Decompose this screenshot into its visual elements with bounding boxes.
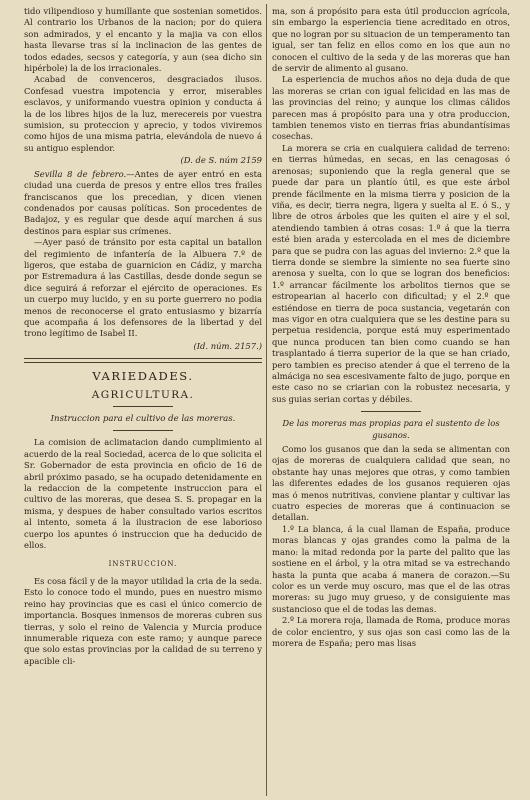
instruction-heading: INSTRUCCION.: [108, 560, 178, 569]
short-rule: [113, 430, 173, 431]
paragraph: tido vilipendioso y humillante que sostenian sometidos. Al contrario los Urbanos de la nacion; por do quiera son admirados, y el encanto y la majia va con ellos hasta llevarse tras sí la inclinacion de las gentes de todos edades, secsos y categoría, y aun (sea dicho sin hipérbole) la de los irracionales.: [24, 6, 262, 74]
paragraph: —Antes de ayer entró en esta ciudad una cuerda de presos y entre ellos tres frailes franciscanos que los precedian, y dicen vienen condenados por causas políticas. Son procedentes de Badajoz, y es regular que desde aquí marchen á sus destinos para espiar sus crímenes.: [24, 168, 262, 236]
source-citation: (D. de S. núm 2159: [180, 155, 262, 166]
short-rule: [361, 411, 421, 412]
right-column: [272, 6, 510, 649]
section-title: De las moreras mas propias para el sustento de los gusanos.: [282, 418, 500, 440]
paragraph: Es cosa fácil y de la mayor utilidad la cria de la seda. Esto lo conoce todo el mundo, pues en nuestro mismo reino hay provincias que es casi el único comercio de importancia. Bosques inmensos de moreras cubren sus tierras, y solo el reino de Valencia y Murcia produce innumerable riqueza con este ramo; y aunque parece que solo estas provincias por la calidad de su terreno y apacible cli-: [24, 575, 262, 666]
paragraph: La esperiencia de muchos años no deja duda de que las moreras se crian con igual felicidad en las mas de las provincias del reino; y aunque los climas cálidos parecen mas á propósito para una y otra produccion, tambien tenemos visto en tierras frias abundantísimas cosechas.: [272, 74, 510, 142]
left-column: [24, 6, 262, 667]
paragraph: La morera se cria en cualquiera calidad de terreno: en tierras húmedas, en secas, en las cenagosas ó arenosas; suponiendo que la regla general que se puede dar para un plantío útil, es que este árbol prende fácilmente en la misma tierra y posicion de la viña, es decir, tierra negra, ligera y suelta al E. ó S., y libre de otros árboles que les quiten el aire y el sol, atendiendo tambien á otras cosas: 1.º á que la tierra esté bien arada y estercolada en el mes de diciembre para que se pudra con las aguas del invierno: 2.º que la tierra donde se siembre la simiente no sea fuerte sino arenosa y suelta, con lo que se logran dos beneficios: 1.º arrancar fácilmente los arbolitos tiernos que se estropearian al hacerlo con dificultad; y el 2.º que estiéndose en tierra de poca sustancia, vegetarán con mas vigor en otra cualquiera que se les destine para su perpetua residencia, porque está muy esperimentado que nunca producen tan bien como cuando se han trasplantado á tierra superior de la que se han criado, pero tambien es preciso atender á que el terreno de la almáciga no sea escesivamente falto de jugo, porque en este caso no se criarian con la robustez necesaria, y sus guias serian cortas y débiles.: [272, 142, 510, 404]
paragraph: ma, son á propósito para esta útil produccion agrícola, sin embargo la esperiencia tiene acreditado en otros, que no logran por su situacion de un temperamento tan igual, ser tan feliz en ellos como en los que aun no conocen el cultivo de la seda y de las moreras que han de servir de alimento al gusano.: [272, 6, 510, 74]
subsection-heading: AGRICULTURA.: [91, 388, 195, 401]
news-item: [24, 169, 262, 237]
article-title: Instruccion para el cultivo de las moreras.: [50, 414, 236, 424]
paragraph: La comision de aclimatacion dando cumplimiento al acuerdo de la real Sociedad, acerca de lo que solicita el Sr. Gobernador de esta provincia en oficio de 16 de abril próximo pasado, se ha ocupado detenidamente en la redaccion de la competente instruccion para el cultivo de las moreras, que desea S. S. propagar en la misma, y despues de haber consultado varios escritos al intento, someta á la ilustracion de ese laborioso cuerpo los apuntes ó instruccion que ha deducido de ellos.: [24, 437, 262, 551]
dateline: Sevilla 8 de febrero.: [34, 168, 127, 179]
paragraph: Acabad de convenceros, desgraciados ilusos. Confesad vuestra impotencia y error, miserables esclavos, y uniformando vuestra opinion y conducta á la de los libres hijos de la luz, merecereis por vuestra sumision, su proteccion y aprecio, y todos viviremos como hijos de una misma patria, elevándola de nuevo á su antiguo esplendor.: [24, 74, 262, 153]
paragraph: 1.º La blanca, á la cual llaman de España, produce moras blancas y ojas grandes como la palma de la mano: la mitad redonda por la parte del palito que las sostiene en el árbol, y la otra mitad se va estrechando hasta la punta que acaba á manera de corazon.—Su color es un verde muy oscuro, mas que el de las otras moreras: su jugo muy grueso, y de consiguiente mas sustancioso que el de todas las demas.: [272, 523, 510, 614]
paragraph: Como los gusanos que dan la seda se alimentan con ojas de moreras de cualquiera calidad que sean, no obstante hay unas mejores que otras, y como tambien las diferentes edades de los gusanos requieren ojas mas ó menos nutritivas, conviene plantar y cultivar las cuatro especies de moreras que á continuacion se detallan.: [272, 444, 510, 523]
paragraph: 2.º La morera roja, llamada de Roma, produce moras de color encientro, y sus ojas son casi como las de la morera de España; pero mas lisas: [272, 615, 510, 648]
column-divider: [266, 4, 267, 796]
short-rule: [113, 406, 173, 407]
paragraph: —Ayer pasó de tránsito por esta capital un batallon del regimiento de infantería de la Albuera 7.º de ligeros, que estaba de guarnicion en Cádiz, y marcha por Estremadura á las Castillas, desde donde segun se dice seguirá á reforzar el ejército de operaciones. Es un cuerpo muy lucido, y en su porte guerrero no podia menos de reconocerse el grato entusiasmo y bizarría que acompaña á los defensores de la libertad y del trono legítimo de Isabel II.: [24, 237, 262, 339]
source-citation: (Id. núm. 2157.): [193, 340, 262, 351]
section-rule: [24, 358, 262, 363]
section-heading: VARIEDADES.: [92, 369, 194, 384]
